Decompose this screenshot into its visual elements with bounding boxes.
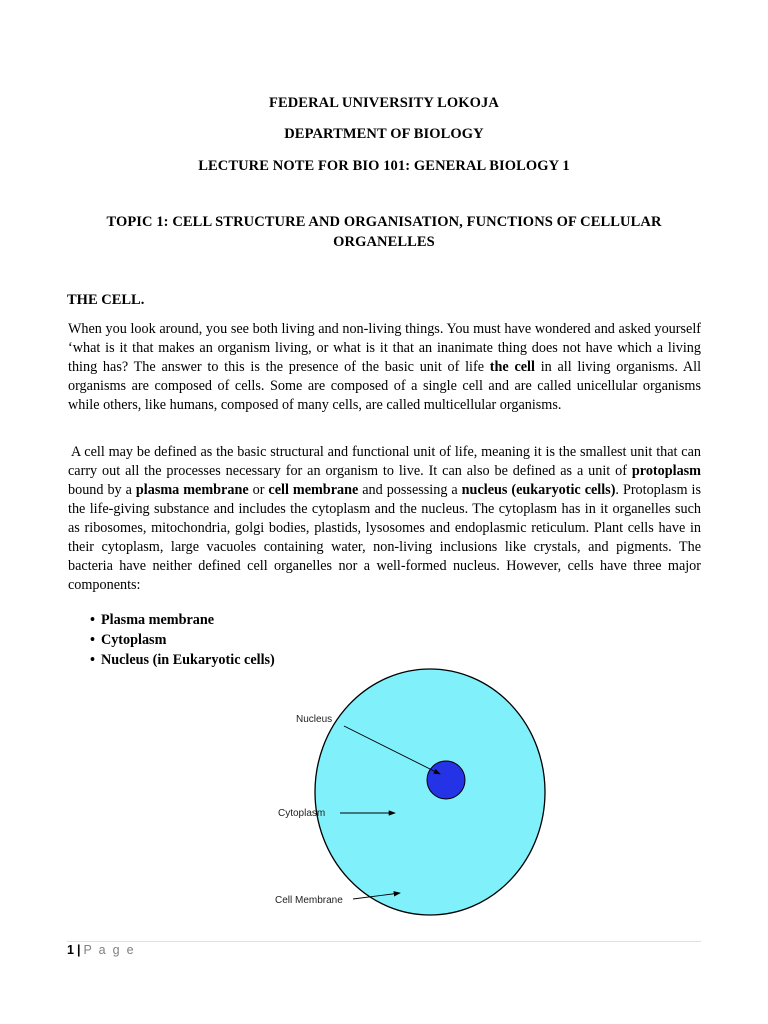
page-footer xyxy=(67,943,135,957)
topic-title-line1: TOPIC 1: CELL STRUCTURE AND ORGANISATION, FUNCTIONS OF CELLULAR xyxy=(106,214,662,230)
def-text-4: and possessing a xyxy=(358,482,462,498)
intro-text-1: When you look around, you see both living and non-living things. You must have wondered and asked yourself ‘what is it that makes an organism living, or what is it that an inanimate thing does not have which a living thing has? The answer to this is the presence of the basic unit of life xyxy=(68,321,701,375)
nucleus-shape xyxy=(427,761,465,799)
cytoplasm-shape xyxy=(315,669,545,915)
def-text-5: . Protoplasm is the life-giving substance and includes the cytoplasm and the nucleus. The cytoplasm has in it organelles such as ribosomes, mitochondria, golgi bodies, plastids, lysosomes and endoplasmic reticulum. Plant cells have in their cytoplasm, large vacuoles containing water, non-living inclusions like crystals, and pigments. The bacteria have neither defined cell organelles nor a well-formed nucleus. However, cells have three major components: xyxy=(68,482,702,593)
def-bold-nucleus: nucleus (eukaryotic cells) xyxy=(461,482,616,498)
cytoplasm-label: Cytoplasm xyxy=(278,808,326,819)
university-title: FEDERAL UNIVERSITY LOKOJA xyxy=(269,95,499,111)
section-title: THE CELL. xyxy=(67,292,145,308)
lecture-title: LECTURE NOTE FOR BIO 101: GENERAL BIOLOGY 1 xyxy=(198,158,570,174)
department-title: DEPARTMENT OF BIOLOGY xyxy=(284,126,484,142)
list-item: • Nucleus (in Eukaryotic cells) xyxy=(90,650,275,670)
cell-diagram xyxy=(260,662,560,922)
nucleus-label: Nucleus xyxy=(296,714,333,725)
intro-text-2: in all living organisms. All organisms are composed of cells. Some are composed of a single cell and are called unicellular organisms while others, like humans, composed of many cells, are called multicellular organisms. xyxy=(68,359,702,413)
def-text-2: bound by a xyxy=(68,482,136,498)
footer-divider xyxy=(67,941,701,942)
page-number: 1 xyxy=(67,943,74,957)
components-list xyxy=(90,610,275,670)
def-bold-protoplasm: protoplasm xyxy=(631,463,701,479)
page-word: P a g e xyxy=(83,943,136,957)
def-text-1: A cell may be defined as the basic structural and functional unit of life, meaning it is the smallest unit that can carry out all the processes necessary for an organism to live. It can also be defined as a unit of xyxy=(68,444,701,479)
list-item: • Cytoplasm xyxy=(90,630,275,650)
def-bold-plasma-membrane: plasma membrane xyxy=(135,482,249,498)
def-bold-cell-membrane: cell membrane xyxy=(268,482,359,498)
cell-membrane-label: Cell Membrane xyxy=(275,895,343,906)
topic-title-line2: ORGANELLES xyxy=(333,234,435,250)
footer-separator: | xyxy=(76,943,81,957)
def-text-3: or xyxy=(248,482,269,498)
definition-paragraph xyxy=(68,443,701,595)
intro-paragraph xyxy=(68,320,701,415)
list-item: • Plasma membrane xyxy=(90,610,275,630)
intro-bold-the-cell: the cell xyxy=(489,359,535,375)
